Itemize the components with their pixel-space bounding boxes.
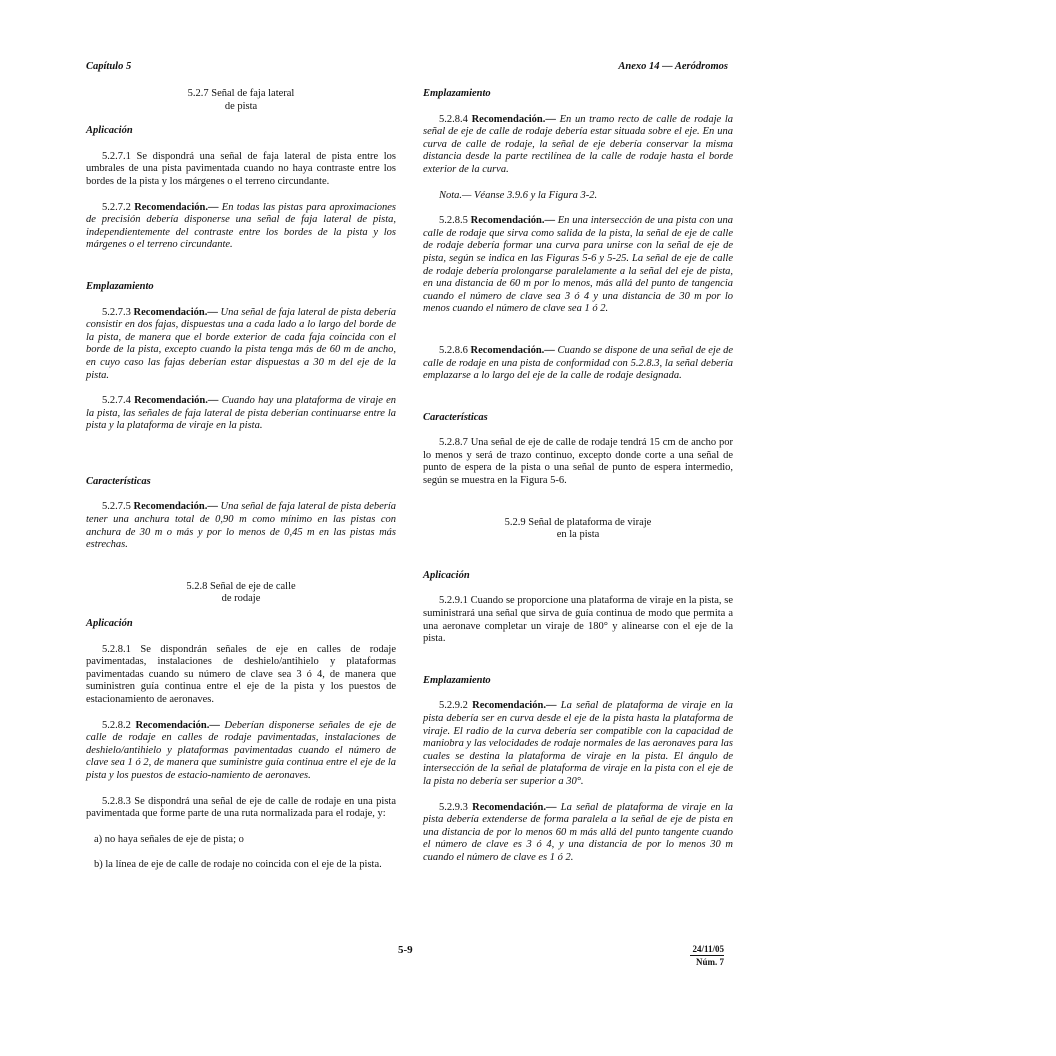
page-number: 5-9 xyxy=(398,944,413,956)
paragraph-5-2-7-3: 5.2.7.3 Recomendación.— Una señal de faja lateral de pista debería consistir en dos fajas, dispuestas una a cada lado a lo largo del borde de la pista, de manera que el borde exterior de cada faja coincida con el borde de la pista, excepto cuando la pista tenga más de 60 m de ancho, en cuyo caso las fajas deberían estar dispuestas a 30 m del eje de la pista. xyxy=(86,306,397,381)
paragraph-5-2-9-3: 5.2.9.3 Recomendación.— La señal de plataforma de viraje en la pista debería extenderse de forma paralela a la señal de eje de pista en una distancia de por lo menos 60 m más allá del punto tangente cuando el número de clave es 3 ó 4, y una distancia de por lo menos 30 m cuando el número de clave es 1 ó 2. xyxy=(423,801,733,863)
list-item-a: a) no haya señales de eje de pista; o xyxy=(94,833,244,845)
paragraph-5-2-8-1: 5.2.8.1 Se dispondrán señales de eje en calles de rodaje pavimentadas, instalaciones de deshielo/antihielo y plataformas pavimentadas cuando su número de clave sea 3 ó 4, de manera que suministren guía continua entre el eje de la pista y los puestos de estacionamiento de aeronaves. xyxy=(86,643,396,705)
subheading-aplicacion: Aplicación xyxy=(423,569,470,581)
subheading-emplazamiento: Emplazamiento xyxy=(423,674,491,686)
paragraph-5-2-8-4: 5.2.8.4 Recomendación.— En un tramo recto de calle de rodaje la señal de eje de calle de rodaje debería estar situada sobre el eje. En una curva de calle de rodaje, la señal de eje debería conservar la misma distancia desde la parte rectilínea de la calle de rodaje hasta el borde exterior de la curva. xyxy=(423,113,734,175)
paragraph-5-2-8-3: 5.2.8.3 Se dispondrá una señal de eje de calle de rodaje en una pista pavimentada que forme parte de una ruta normalizada para el rodaje, y: xyxy=(86,795,396,820)
subheading-emplazamiento: Emplazamiento xyxy=(86,280,154,292)
paragraph-5-2-8-7: 5.2.8.7 Una señal de eje de calle de rodaje tendrá 15 cm de ancho por lo menos y será de trazo continuo, excepto donde corte a una señal de punto de espera de la pista o una señal de punto de espera intermedio, según se muestra en la Figura 5-6. xyxy=(423,437,733,487)
annex-header: Anexo 14 — Aeródromos xyxy=(618,61,728,72)
paragraph-5-2-7-2: 5.2.7.2 Recomendación.— En todas las pistas para aproximaciones de precisión debería disponerse una señal de faja lateral de pista, independientemente del contraste entre los bordes de la pista y los márgenes o el terreno circundante. xyxy=(86,201,397,251)
paragraph-5-2-8-2: 5.2.8.2 Recomendación.— Deberían disponerse señales de eje de calle de rodaje en calles de rodaje pavimentadas, instalaciones de deshielo/antihielo y plataformas pavimentadas cuando el número de clave sea 1 ó 2, de manera que suministre guía continua entre el eje de la pista y los puestos de estacio-namiento de aeronaves. xyxy=(86,719,396,781)
left-column xyxy=(86,88,396,885)
paragraph-5-2-9-2: 5.2.9.2 Recomendación.— La señal de plataforma de viraje en la pista debería ser en curva desde el eje de la pista hasta la plataforma de viraje. El radio de la curva debería ser compatible con la capacidad de maniobra y las velocidades de rodaje normales de las aeronaves para las cuales se destina la plataforma de viraje en la pista. El ángulo de intersección de la señal de plataforma de viraje en la pista con el eje de la pista no debería ser superior a 30°. xyxy=(423,700,733,787)
paragraph-5-2-9-1: 5.2.9.1 Cuando se proporcione una plataforma de viraje en la pista, se suministrará una señal que sirva de guía continua de modo que permita a una aeronave completar un viraje de 180° y alinearse con el eje de la pista. xyxy=(423,595,733,645)
subheading-caracteristicas: Características xyxy=(86,475,151,487)
section-title-5-2-9: 5.2.9 Señal de plataforma de viraje en la pista xyxy=(504,516,652,541)
section-title-5-2-8: 5.2.8 Señal de eje de calle de rodaje xyxy=(186,580,296,605)
chapter-header: Capítulo 5 xyxy=(86,61,132,72)
list-item-b: b) la línea de eje de calle de rodaje no coincida con el eje de la pista. xyxy=(94,859,382,871)
paragraph-5-2-8-6: 5.2.8.6 Recomendación.— Cuando se dispone de una señal de eje de calle de rodaje en una pista de conformidad con 5.2.8.3, la señal debería emplazarse a lo largo del eje de la calle de rodaje designada. xyxy=(423,344,734,382)
paragraph-5-2-7-1: 5.2.7.1 Se dispondrá una señal de faja lateral de pista entre los umbrales de una pista pavimentada cuando no haya contraste entre los bordes de la pista y los márgenes o el terreno circundante. xyxy=(86,150,396,187)
paragraph-5-2-7-5: 5.2.7.5 Recomendación.— Una señal de faja lateral de pista debería tener una anchura total de 0,90 m como mínimo en las pistas con anchura de 30 m o más y por lo menos de 0,45 m en las pistas más estrechas. xyxy=(86,501,397,551)
footer-rule xyxy=(690,955,724,956)
footer-num: Núm. 7 xyxy=(695,957,724,967)
subheading-emplazamiento: Emplazamiento xyxy=(423,88,491,99)
subheading-aplicacion: Aplicación xyxy=(86,125,133,137)
paragraph-5-2-8-5: 5.2.8.5 Recomendación.— En una intersección de una pista con una calle de rodaje que sirva como salida de la pista, la señal de eje de calle de rodaje debería formar una curva para unirse con la señal de eje de pista, según se indica en las Figuras 5-6 y 5-25. La señal de eje de calle de rodaje debería prolongarse paralelamente a la señal del eje de pista, en una distancia de 60 m por lo menos, más allá del punto de tangencia cuando el número de clave sea 3 ó 4 y una distancia de 30 m por lo menos cuando el número de clave sea 1 ó 2. xyxy=(423,215,734,315)
footer-date: 24/11/05 xyxy=(692,944,724,954)
section-title-5-2-7: 5.2.7 Señal de faja lateral de pista xyxy=(187,88,295,112)
subheading-aplicacion: Aplicación xyxy=(86,618,133,630)
note: Nota.— Véanse 3.9.6 y la Figura 3-2. xyxy=(439,189,598,201)
subheading-caracteristicas: Características xyxy=(423,411,488,423)
paragraph-5-2-7-4: 5.2.7.4 Recomendación.— Cuando hay una plataforma de viraje en la pista, las señales de faja lateral de pista deberían continuarse entre la pista y la plataforma de viraje en la pista. xyxy=(86,395,397,432)
footer-edition xyxy=(690,944,724,967)
right-column xyxy=(423,88,733,878)
